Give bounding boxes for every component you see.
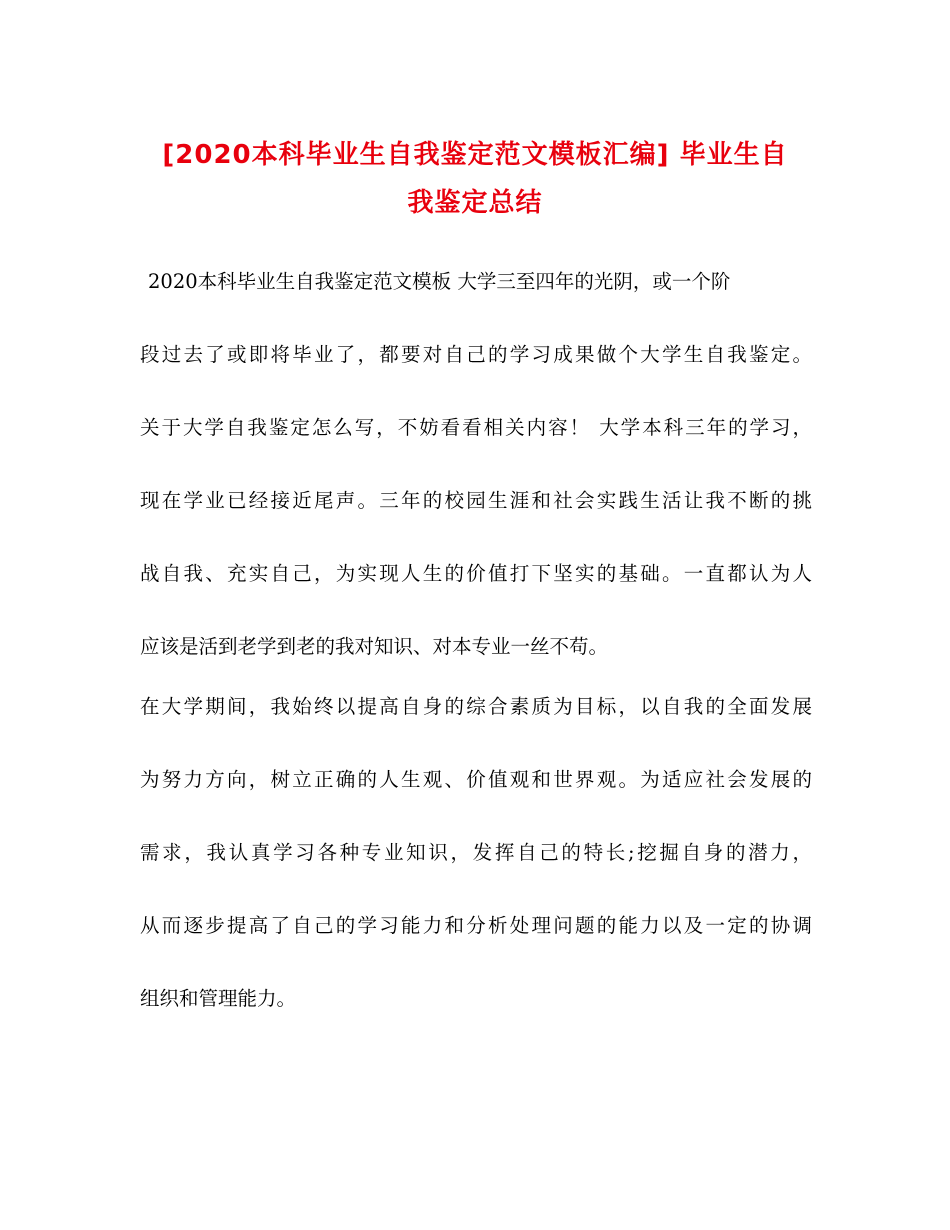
document-title-line-2: 我鉴定总结 (407, 188, 543, 218)
paragraph-1-line-5: 战自我、充实自己，为实现人生的价值打下坚实的基础。一直都认为人 (140, 562, 812, 585)
document-title-line-1: [2020本科毕业生自我鉴定范文模板汇编] 毕业生自 (162, 140, 788, 170)
paragraph-2-line-5: 组织和管理能力。 (140, 987, 297, 1010)
paragraph-2-line-3: 需求，我认真学习各种专业知识，发挥自己的特长;挖掘自身的潜力， (140, 841, 812, 864)
paragraph-1-line-2: 段过去了或即将毕业了，都要对自己的学习成果做个大学生自我鉴定。 (140, 343, 812, 366)
paragraph-2-line-1: 在大学期间，我始终以提高自身的综合素质为目标，以自我的全面发展 (140, 695, 812, 718)
paragraph-1-line-6: 应该是活到老学到老的我对知识、对本专业一丝不苟。 (140, 635, 609, 658)
paragraph-2-line-2: 为努力方向，树立正确的人生观、价值观和世界观。为适应社会发展的 (140, 768, 812, 791)
paragraph-1-line-1: 2020本科毕业生自我鉴定范文模板 大学三至四年的光阴，或一个阶 (148, 270, 731, 293)
paragraph-2-line-4: 从而逐步提高了自己的学习能力和分析处理问题的能力以及一定的协调 (140, 914, 812, 937)
paragraph-1-line-3: 关于大学自我鉴定怎么写，不妨看看相关内容！ 大学本科三年的学习， (140, 416, 812, 439)
paragraph-1-line-4: 现在学业已经接近尾声。三年的校园生涯和社会实践生活让我不断的挑 (140, 489, 812, 512)
